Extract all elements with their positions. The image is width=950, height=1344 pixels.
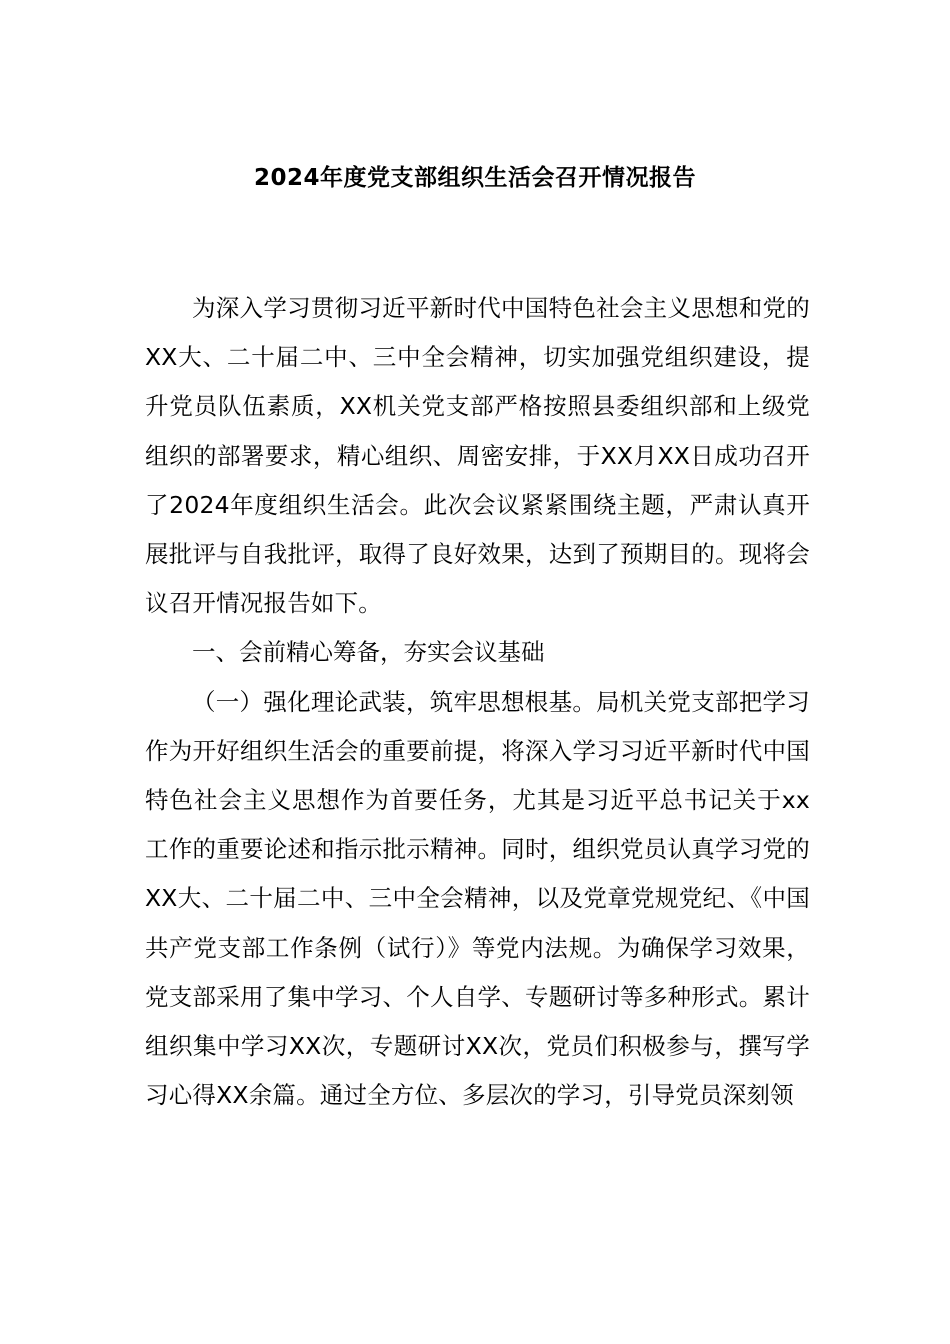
intro-paragraph: 为深入学习贯彻习近平新时代中国特色社会主义思想和党的XX大、二十届二中、三中全会精神，切实加强党组织建设，提升党员队伍素质，XX机关党支部严格按照县委组织部和上级党组织的部署要求，精心组织、周密安排，于XX月XX日成功召开了2024年度组织生活会。此次会议紧紧围绕主题，严肃认真开展批评与自我批评，取得了良好效果，达到了预期目的。现将会议召开情况报告如下。 xyxy=(145,294,810,618)
document-body xyxy=(145,284,810,1120)
subsection-paragraph: （一）强化理论武装，筑牢思想根基。局机关党支部把学习作为开好组织生活会的重要前提，将深入学习习近平新时代中国特色社会主义思想作为首要任务，尤其是习近平总书记关于xx工作的重要论述和指示批示精神。同时，组织党员认真学习党的XX大、二十届二中、三中全会精神，以及党章党规党纪、《中国共产党支部工作条例（试行）》等党内法规。为确保学习效果，党支部采用了集中学习、个人自学、专题研讨等多种形式。累计组织集中学习XX次，专题研讨XX次，党员们积极参与，撰写学习心得XX余篇。通过全方位、多层次的学习，引导党员深刻领 xyxy=(145,687,810,1110)
document-title: 2024年度党支部组织生活会召开情况报告 xyxy=(253,165,696,191)
section-heading: 一、会前精心筹备，夯实会议基础 xyxy=(192,638,545,667)
